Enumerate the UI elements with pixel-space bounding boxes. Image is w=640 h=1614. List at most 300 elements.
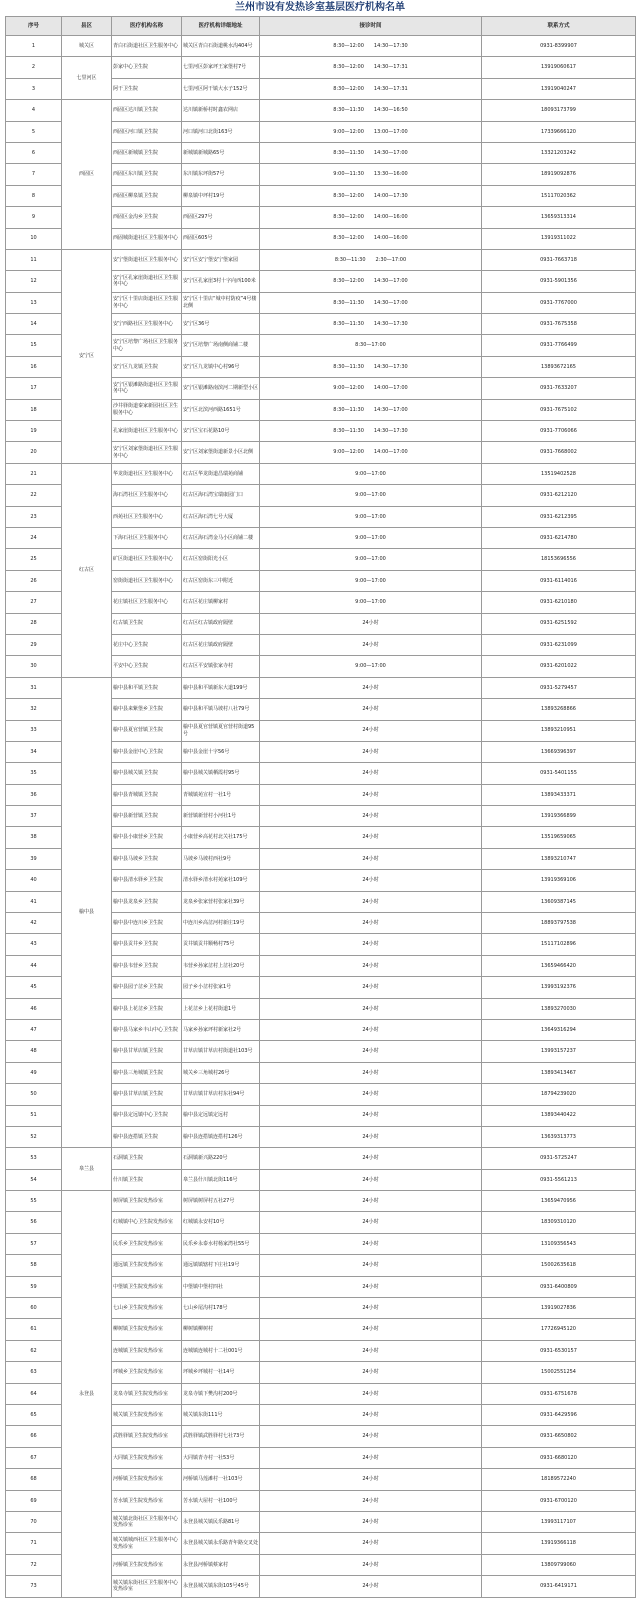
- row-serial: 38: [6, 827, 62, 848]
- institution-address: 七里河区阿干镇大水子152号: [182, 78, 260, 99]
- contact-phone: 13893270030: [482, 998, 636, 1019]
- institution-address: 龙泉乡张家营村张家社39号: [182, 891, 260, 912]
- institution-address: 连城镇连城村十二社001号: [182, 1340, 260, 1361]
- consultation-hours: 24小时: [260, 720, 482, 741]
- institution-address: 树屏镇树屏村五社27号: [182, 1191, 260, 1212]
- contact-phone: 13649316294: [482, 1019, 636, 1040]
- row-serial: 18: [6, 399, 62, 420]
- institution-address: 马坡乡马坡村西社9号: [182, 848, 260, 869]
- row-serial: 32: [6, 699, 62, 720]
- row-serial: 2: [6, 57, 62, 78]
- table-body: [6, 36, 636, 1598]
- row-serial: 69: [6, 1490, 62, 1511]
- contact-phone: 13109356543: [482, 1233, 636, 1254]
- contact-phone: 13893413467: [482, 1062, 636, 1083]
- consultation-hours: 8:30—11:30 14:30—17:30: [260, 314, 482, 335]
- institution-address: 永登县城关镇永乐路青年路交叉处: [182, 1533, 260, 1554]
- contact-phone: 18189572240: [482, 1469, 636, 1490]
- consultation-hours: 24小时: [260, 1383, 482, 1404]
- institution-name: 西固区河口镇卫生院: [112, 121, 182, 142]
- row-serial: 68: [6, 1469, 62, 1490]
- institution-address: 红古区海石湾七号大厦: [182, 506, 260, 527]
- row-serial: 71: [6, 1533, 62, 1554]
- contact-phone: 0931-6530157: [482, 1340, 636, 1361]
- institution-name: 七山乡卫生院发热诊室: [112, 1298, 182, 1319]
- contact-phone: 13659313314: [482, 207, 636, 228]
- row-serial: 54: [6, 1169, 62, 1190]
- consultation-hours: 24小时: [260, 1255, 482, 1276]
- contact-phone: 0931-7633207: [482, 378, 636, 399]
- consultation-hours: 9:00—17:00: [260, 506, 482, 527]
- institution-address: 红古区海石湾宝瑞康园门口: [182, 485, 260, 506]
- institution-address: 苦水镇大屋村一社100号: [182, 1490, 260, 1511]
- consultation-hours: 24小时: [260, 891, 482, 912]
- institution-address: 城关乡三角城村26号: [182, 1062, 260, 1083]
- consultation-hours: 24小时: [260, 1554, 482, 1575]
- institution-address: 河桥镇马莲滩村一社103号: [182, 1469, 260, 1490]
- institution-name: 坪城乡卫生院发热诊室: [112, 1362, 182, 1383]
- contact-phone: 0931-6212395: [482, 506, 636, 527]
- institution-name: 榆中县上花岔乡卫生院: [112, 998, 182, 1019]
- row-serial: 56: [6, 1212, 62, 1233]
- consultation-hours: 24小时: [260, 934, 482, 955]
- institution-address: 榆中县金崖十字56号: [182, 741, 260, 762]
- institution-name: 榆中县定远镇中心卫生院: [112, 1105, 182, 1126]
- consultation-hours: 9:00—12:00 13:00—17:00: [260, 121, 482, 142]
- institution-address: 榆中县夏官营镇夏官营村街道95号: [182, 720, 260, 741]
- row-serial: 31: [6, 677, 62, 698]
- institution-address: 红古区花庄镇政府隔壁: [182, 634, 260, 655]
- header-serial: 序号: [6, 17, 62, 36]
- district-cell: 榆中县: [62, 677, 112, 1148]
- contact-phone: 13919027836: [482, 1298, 636, 1319]
- institution-name: 华龙街道社区卫生服务中心: [112, 463, 182, 484]
- consultation-hours: 8:30—12:00 14:30—17:31: [260, 57, 482, 78]
- consultation-hours: 24小时: [260, 699, 482, 720]
- contact-phone: 13919311022: [482, 228, 636, 249]
- institution-name: 安宁区十里店街道社区卫生服务中心: [112, 292, 182, 313]
- row-serial: 45: [6, 977, 62, 998]
- contact-phone: 13919369106: [482, 870, 636, 891]
- contact-phone: 13659466420: [482, 955, 636, 976]
- consultation-hours: 24小时: [260, 1362, 482, 1383]
- consultation-hours: 24小时: [260, 1084, 482, 1105]
- consultation-hours: 24小时: [260, 827, 482, 848]
- institution-address: 安宁区刘家堡街道新景小区北侧: [182, 442, 260, 463]
- row-serial: 5: [6, 121, 62, 142]
- table-row: [6, 100, 636, 121]
- contact-phone: 0931-8399907: [482, 36, 636, 57]
- row-serial: 15: [6, 335, 62, 356]
- row-serial: 27: [6, 592, 62, 613]
- contact-phone: 0931-5401155: [482, 763, 636, 784]
- consultation-hours: 24小时: [260, 1041, 482, 1062]
- institution-address: 马家乡孙家坪村新家社2号: [182, 1019, 260, 1040]
- institution-address: 青城镇苑宣村一社1号: [182, 784, 260, 805]
- row-serial: 61: [6, 1319, 62, 1340]
- institution-address: 龙泉寺镇下樊沟村200号: [182, 1383, 260, 1404]
- institution-address: 坪城乡坪城村一社14号: [182, 1362, 260, 1383]
- institution-name: 海石湾社区卫生服务中心: [112, 485, 182, 506]
- institution-name: 西固区金沟乡卫生院: [112, 207, 182, 228]
- table-row: [6, 1191, 636, 1212]
- institution-name: 下海石社区卫生服务中心: [112, 527, 182, 548]
- header-hours: 接诊时间: [260, 17, 482, 36]
- row-serial: 25: [6, 549, 62, 570]
- institution-name: 沙井驿街道秦家新园社区卫生服务中心: [112, 399, 182, 420]
- contact-phone: 18919092876: [482, 164, 636, 185]
- consultation-hours: 24小时: [260, 1405, 482, 1426]
- institution-name: 龙泉寺镇卫生院发热诊室: [112, 1383, 182, 1404]
- institution-name: 西苑社区卫生服务中心: [112, 506, 182, 527]
- row-serial: 17: [6, 378, 62, 399]
- institution-name: 红城镇中心卫生院发热诊室: [112, 1212, 182, 1233]
- header-institution-name: 医疗机构名称: [112, 17, 182, 36]
- contact-phone: 13893672165: [482, 356, 636, 377]
- consultation-hours: 24小时: [260, 1447, 482, 1468]
- institution-address: 武胜驿镇武胜驿村七社73号: [182, 1426, 260, 1447]
- institution-name: 西固区东川镇卫生院: [112, 164, 182, 185]
- consultation-hours: 24小时: [260, 1105, 482, 1126]
- institution-address: 榆中县城关镇栖霞村95号: [182, 763, 260, 784]
- contact-phone: 0931-6201022: [482, 656, 636, 677]
- row-serial: 65: [6, 1405, 62, 1426]
- institution-address: 上花岔乡上花村街道1号: [182, 998, 260, 1019]
- institution-address: 西固区297号: [182, 207, 260, 228]
- row-serial: 35: [6, 763, 62, 784]
- consultation-hours: 24小时: [260, 977, 482, 998]
- institution-address: 大同镇青寺村一社53号: [182, 1447, 260, 1468]
- institution-address: 新营镇新营村小河社1号: [182, 806, 260, 827]
- consultation-hours: 24小时: [260, 1490, 482, 1511]
- row-serial: 43: [6, 934, 62, 955]
- institution-name: 河桥镇卫生院发热诊室: [112, 1554, 182, 1575]
- row-serial: 42: [6, 913, 62, 934]
- consultation-hours: 24小时: [260, 913, 482, 934]
- contact-phone: 15002551254: [482, 1362, 636, 1383]
- consultation-hours: 8:30—11:30 14:30—17:30: [260, 356, 482, 377]
- institution-name: 榆中县园子岔乡卫生院: [112, 977, 182, 998]
- consultation-hours: 8:30—17:00: [260, 335, 482, 356]
- consultation-hours: 8:30—12:00 14:00—16:00: [260, 207, 482, 228]
- row-serial: 9: [6, 207, 62, 228]
- institution-name: 窑街街道社区卫生服务中心: [112, 570, 182, 591]
- consultation-hours: 24小时: [260, 1426, 482, 1447]
- consultation-hours: 24小时: [260, 1298, 482, 1319]
- consultation-hours: 8:30—11:30 14:30—17:00: [260, 292, 482, 313]
- institution-address: 皋兰县什川镇北街116号: [182, 1169, 260, 1190]
- institution-address: 柳泉镇中坪村19号: [182, 185, 260, 206]
- contact-phone: 13609387145: [482, 891, 636, 912]
- contact-phone: 13639313773: [482, 1126, 636, 1147]
- institution-name: 平安中心卫生院: [112, 656, 182, 677]
- row-serial: 29: [6, 634, 62, 655]
- consultation-hours: 9:00—17:00: [260, 463, 482, 484]
- contact-phone: 13659470956: [482, 1191, 636, 1212]
- row-serial: 55: [6, 1191, 62, 1212]
- table-row: [6, 36, 636, 57]
- consultation-hours: 24小时: [260, 955, 482, 976]
- contact-phone: 13809799060: [482, 1554, 636, 1575]
- contact-phone: 0931-6700120: [482, 1490, 636, 1511]
- institution-name: 石洞镇卫生院: [112, 1148, 182, 1169]
- consultation-hours: 24小时: [260, 1511, 482, 1532]
- consultation-hours: 9:00—17:00: [260, 527, 482, 548]
- contact-phone: 18153696556: [482, 549, 636, 570]
- row-serial: 49: [6, 1062, 62, 1083]
- table-row: [6, 677, 636, 698]
- consultation-hours: 8:30—11:30 2:30—17:00: [260, 249, 482, 270]
- institution-name: 大同镇卫生院发热诊室: [112, 1447, 182, 1468]
- row-serial: 26: [6, 570, 62, 591]
- consultation-hours: 24小时: [260, 1191, 482, 1212]
- document-title: 兰州市设有发热诊室基层医疗机构名单: [235, 2, 405, 13]
- institution-address: 柳树镇柳树村: [182, 1319, 260, 1340]
- contact-phone: 13893440422: [482, 1105, 636, 1126]
- contact-phone: 15117102896: [482, 934, 636, 955]
- row-serial: 34: [6, 741, 62, 762]
- consultation-hours: 24小时: [260, 1340, 482, 1361]
- institution-name: 什川镇卫生院: [112, 1169, 182, 1190]
- consultation-hours: 24小时: [260, 634, 482, 655]
- institution-name: 安宁区刘家堡街道社区卫生服务中心: [112, 442, 182, 463]
- contact-phone: 13321203242: [482, 142, 636, 163]
- institution-name: 榆中县甘草店镇卫生院: [112, 1084, 182, 1105]
- consultation-hours: 9:00—17:00: [260, 592, 482, 613]
- row-serial: 23: [6, 506, 62, 527]
- institution-address: 石洞镇新兴路220号: [182, 1148, 260, 1169]
- institution-address: 永登县河桥镇蔡家村: [182, 1554, 260, 1575]
- contact-phone: 0931-6214780: [482, 527, 636, 548]
- institution-name: 连城镇卫生院发热诊室: [112, 1340, 182, 1361]
- contact-phone: 0931-7706066: [482, 421, 636, 442]
- institution-name: 花庄中心卫生院: [112, 634, 182, 655]
- institution-name: 榆中县韦营乡卫生院: [112, 955, 182, 976]
- consultation-hours: 24小时: [260, 677, 482, 698]
- row-serial: 53: [6, 1148, 62, 1169]
- contact-phone: 0931-6210180: [482, 592, 636, 613]
- contact-phone: 13893210747: [482, 848, 636, 869]
- district-cell: 西固区: [62, 100, 112, 250]
- row-serial: 21: [6, 463, 62, 484]
- header-district: 县区: [62, 17, 112, 36]
- institution-address: 榆中县定远镇定远村: [182, 1105, 260, 1126]
- contact-phone: 13519659065: [482, 827, 636, 848]
- row-serial: 19: [6, 421, 62, 442]
- contact-phone: 15002635618: [482, 1255, 636, 1276]
- institution-name: 安宁堡街道社区卫生服务中心: [112, 249, 182, 270]
- institution-name: 安宁区培黎广场社区卫生服务中心: [112, 335, 182, 356]
- institution-address: 新城镇新城路65号: [182, 142, 260, 163]
- district-cell: 七里河区: [62, 57, 112, 100]
- institution-address: 安宁区安宁堡安宁堡家园: [182, 249, 260, 270]
- district-cell: 红古区: [62, 463, 112, 677]
- row-serial: 50: [6, 1084, 62, 1105]
- row-serial: 62: [6, 1340, 62, 1361]
- institution-name: 榆中县小康营乡卫生院: [112, 827, 182, 848]
- row-serial: 16: [6, 356, 62, 377]
- district-cell: 永登县: [62, 1191, 112, 1597]
- institution-name: 榆中县清水驿乡卫生院: [112, 870, 182, 891]
- district-cell: 安宁区: [62, 249, 112, 463]
- contact-phone: 13919060617: [482, 57, 636, 78]
- row-serial: 12: [6, 271, 62, 292]
- consultation-hours: 24小时: [260, 1276, 482, 1297]
- institution-name: 安宁西路社区卫生服务中心: [112, 314, 182, 335]
- table-header-row: [6, 17, 636, 36]
- institution-address: 河口镇河口北街163号: [182, 121, 260, 142]
- row-serial: 8: [6, 185, 62, 206]
- institution-name: 西固区柳泉镇卫生院: [112, 185, 182, 206]
- contact-phone: 0931-7675358: [482, 314, 636, 335]
- contact-phone: 17726945120: [482, 1319, 636, 1340]
- row-serial: 40: [6, 870, 62, 891]
- consultation-hours: 24小时: [260, 613, 482, 634]
- row-serial: 67: [6, 1447, 62, 1468]
- institution-address: 韦营乡孙家岔村上岔社20号: [182, 955, 260, 976]
- institution-name: 城关镇北街社区卫生服务中心发热诊室: [112, 1511, 182, 1532]
- contact-phone: 13919040247: [482, 78, 636, 99]
- contact-phone: 0931-6400809: [482, 1276, 636, 1297]
- consultation-hours: 9:00—12:00 14:00—17:00: [260, 442, 482, 463]
- institution-name: 榆中县马坡乡卫生院: [112, 848, 182, 869]
- header-address: 医疗机构详细地址: [182, 17, 260, 36]
- institution-address: 安宁区十里店“城中村防疫”4号楼北侧: [182, 292, 260, 313]
- institution-address: 安宁区孔家崖3村十字向西100米: [182, 271, 260, 292]
- institution-address: 安宁区宝石花路10号: [182, 421, 260, 442]
- table-row: [6, 249, 636, 270]
- row-serial: 10: [6, 228, 62, 249]
- institution-name: 榆中县来紫堡乡卫生院: [112, 699, 182, 720]
- consultation-hours: 9:00—17:00: [260, 570, 482, 591]
- row-serial: 28: [6, 613, 62, 634]
- row-serial: 63: [6, 1362, 62, 1383]
- consultation-hours: 9:00—11:30 13:30—16:00: [260, 164, 482, 185]
- institution-name: 花庄镇社区卫生服务中心: [112, 592, 182, 613]
- institution-address: 红古区平安镇张家寺村: [182, 656, 260, 677]
- consultation-hours: 24小时: [260, 1469, 482, 1490]
- contact-phone: 15117020362: [482, 185, 636, 206]
- consultation-hours: 24小时: [260, 870, 482, 891]
- institution-name: 西固区达川镇卫生院: [112, 100, 182, 121]
- institution-address: 安宁区36号: [182, 314, 260, 335]
- institution-address: 中堡镇中堡村四社: [182, 1276, 260, 1297]
- institution-name: 武胜驿镇卫生院发热诊室: [112, 1426, 182, 1447]
- contact-phone: 0931-6212120: [482, 485, 636, 506]
- institution-name: 榆中县贡井乡卫生院: [112, 934, 182, 955]
- institution-address: 小康营乡高花村北关社175号: [182, 827, 260, 848]
- row-serial: 44: [6, 955, 62, 976]
- institution-address: 达川镇新桥村时鑫农网店: [182, 100, 260, 121]
- header-contact: 联系方式: [482, 17, 636, 36]
- institution-name: 城关镇卫生院发热诊室: [112, 1405, 182, 1426]
- row-serial: 4: [6, 100, 62, 121]
- institution-name: 榆中县马家乡丰山中心卫生院: [112, 1019, 182, 1040]
- institution-address: 园子乡小岔村张家1号: [182, 977, 260, 998]
- consultation-hours: 24小时: [260, 998, 482, 1019]
- institution-address: 安宁区培黎广场南侧商铺二楼: [182, 335, 260, 356]
- consultation-hours: 24小时: [260, 1319, 482, 1340]
- row-serial: 22: [6, 485, 62, 506]
- institution-address: 榆中县连搭镇连搭村126号: [182, 1126, 260, 1147]
- institution-name: 民乐乡卫生院发热诊室: [112, 1233, 182, 1254]
- institution-name: 通远镇卫生院发热诊室: [112, 1255, 182, 1276]
- contact-phone: 13919366899: [482, 806, 636, 827]
- institution-name: 西固区新城镇卫生院: [112, 142, 182, 163]
- contact-phone: 0931-5561213: [482, 1169, 636, 1190]
- row-serial: 72: [6, 1554, 62, 1575]
- institution-name: 彭家中心卫生院: [112, 57, 182, 78]
- row-serial: 66: [6, 1426, 62, 1447]
- institution-name: 城关镇城西社区卫生服务中心发热诊室: [112, 1533, 182, 1554]
- institution-name: 西固城街道社区卫生服务中心: [112, 228, 182, 249]
- consultation-hours: 9:00—12:00 14:00—17:00: [260, 378, 482, 399]
- institution-address: 红古区花庄镇柳家村: [182, 592, 260, 613]
- institution-name: 榆中县和平镇卫生院: [112, 677, 182, 698]
- contact-phone: 0931-5725247: [482, 1148, 636, 1169]
- institution-address: 城关镇东街111号: [182, 1405, 260, 1426]
- consultation-hours: 24小时: [260, 1019, 482, 1040]
- institution-name: 阿干卫生院: [112, 78, 182, 99]
- institution-address: 甘草店镇甘草店村街道社103号: [182, 1041, 260, 1062]
- institution-name: 榆中县青城镇卫生院: [112, 784, 182, 805]
- row-serial: 51: [6, 1105, 62, 1126]
- contact-phone: 13519402528: [482, 463, 636, 484]
- institution-name: 孔家崖街道社区卫生服务中心: [112, 421, 182, 442]
- contact-phone: 0931-6751678: [482, 1383, 636, 1404]
- consultation-hours: 24小时: [260, 1233, 482, 1254]
- institution-name: 树屏镇卫生院发热诊室: [112, 1191, 182, 1212]
- institution-name: 安宁区九龙镇卫生院: [112, 356, 182, 377]
- institution-name: 青白石街道社区卫生服务中心: [112, 36, 182, 57]
- institution-address: 榆中县和平镇新东大道199号: [182, 677, 260, 698]
- consultation-hours: 24小时: [260, 763, 482, 784]
- institution-address: 东川镇东坪街57号: [182, 164, 260, 185]
- institution-address: 红古区窑街阳光小区: [182, 549, 260, 570]
- district-cell: 城关区: [62, 36, 112, 57]
- institution-name: 矿区街道社区卫生服务中心: [112, 549, 182, 570]
- contact-phone: 13993192376: [482, 977, 636, 998]
- institution-address: 永登县城关镇东街105号45号: [182, 1576, 260, 1597]
- clinic-table: [5, 16, 636, 1598]
- contact-phone: 13893210951: [482, 720, 636, 741]
- contact-phone: 18309310120: [482, 1212, 636, 1233]
- row-serial: 47: [6, 1019, 62, 1040]
- consultation-hours: 24小时: [260, 806, 482, 827]
- row-serial: 57: [6, 1233, 62, 1254]
- institution-address: 贡井镇贡井顺畅村75号: [182, 934, 260, 955]
- row-serial: 3: [6, 78, 62, 99]
- institution-address: 永登县城关镇民乐路81号: [182, 1511, 260, 1532]
- table-row: [6, 1148, 636, 1169]
- institution-address: 安宁区北滨河西路1651号: [182, 399, 260, 420]
- district-cell: 皋兰县: [62, 1148, 112, 1191]
- consultation-hours: 24小时: [260, 1212, 482, 1233]
- consultation-hours: 24小时: [260, 1126, 482, 1147]
- contact-phone: 0931-6114016: [482, 570, 636, 591]
- consultation-hours: 9:00—17:00: [260, 485, 482, 506]
- institution-address: 民乐乡永泰水村杨家湾社55号: [182, 1233, 260, 1254]
- row-serial: 48: [6, 1041, 62, 1062]
- row-serial: 41: [6, 891, 62, 912]
- institution-address: 红城镇永安村10号: [182, 1212, 260, 1233]
- consultation-hours: 24小时: [260, 1533, 482, 1554]
- contact-phone: 0931-6231099: [482, 634, 636, 655]
- row-serial: 64: [6, 1383, 62, 1404]
- consultation-hours: 8:30—12:00 14:30—17:30: [260, 36, 482, 57]
- consultation-hours: 9:00—17:00: [260, 549, 482, 570]
- institution-name: 安宁区银滩路街道社区卫生服务中心: [112, 378, 182, 399]
